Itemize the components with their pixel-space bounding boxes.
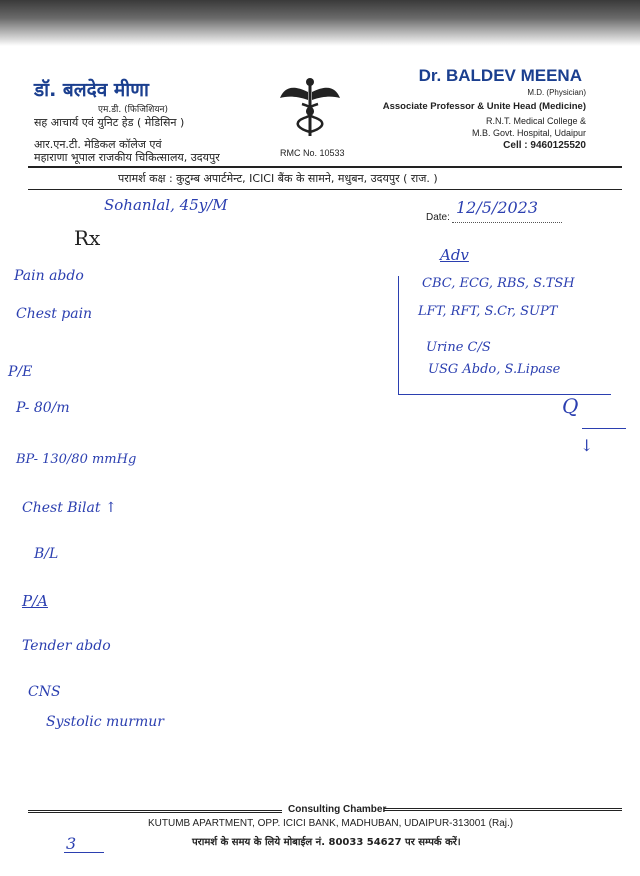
consulting-chamber-label: Consulting Chamber: [288, 804, 387, 815]
note-line: B/L: [34, 546, 59, 562]
date-line: [452, 222, 562, 223]
advice-item: CBC, ECG, RBS, S.TSH: [422, 276, 575, 291]
handwritten-mark: Q: [562, 394, 579, 418]
post-hindi: सह आचार्य एवं युनिट हेड ( मेडिसिन ): [34, 116, 185, 129]
advice-item: LFT, RFT, S.Cr, SUPT: [418, 304, 558, 319]
note-line: Systolic murmur: [46, 714, 164, 730]
advice-title: Adv: [440, 246, 469, 264]
college-english: R.N.T. Medical College &: [485, 116, 586, 126]
note-line: CNS: [28, 684, 61, 700]
footer-rule-left: [28, 810, 282, 813]
footer-address: KUTUMB APARTMENT, OPP. ICICI BANK, MADHUBAN, UDAIPUR-313001 (Raj.): [148, 818, 514, 829]
post-english: Associate Professor & Unite Head (Medicine): [382, 101, 586, 112]
caduceus-icon: [278, 74, 342, 144]
note-line: Pain abdo: [14, 268, 84, 284]
doctor-name-hindi: डॉ. बलदेव मीणा: [34, 79, 149, 101]
note-line: P- 80/m: [16, 400, 70, 416]
footer-rule-right: [384, 808, 622, 811]
note-line: Chest pain: [16, 306, 93, 322]
advice-item: USG Abdo, S.Lipase: [428, 362, 561, 377]
hospital-hindi: महाराणा भूपाल राजकीय चिकित्सालय, उदयपुर: [34, 151, 220, 164]
header-rule-top: [28, 166, 622, 168]
note-line: BP- 130/80 mmHg: [16, 452, 137, 467]
hospital-english: M.B. Govt. Hospital, Udaipur: [471, 128, 586, 138]
note-line: P/A: [22, 592, 48, 610]
consult-address-hindi: परामर्श कक्ष : कुटुम्ब अपार्टमेन्ट, ICICI बैंक के सामने, मधुबन, उदयपुर ( राज. ): [118, 172, 438, 185]
handwritten-dash: [582, 428, 626, 429]
rmc-number: RMC No. 10533: [280, 148, 345, 158]
advice-bracket: [398, 276, 611, 395]
header-rule-bottom: [28, 189, 622, 190]
note-line: Tender abdo: [22, 638, 111, 654]
scan-shadow: [0, 0, 640, 46]
rx-symbol: Rx: [74, 226, 101, 250]
college-hindi: आर.एन.टी. मेडिकल कॉलेज एवं: [34, 138, 162, 151]
advice-item: Urine C/S: [426, 340, 491, 355]
handwritten-dash: [64, 852, 104, 853]
note-line: P/E: [8, 364, 33, 380]
handwritten-mark: 3: [66, 834, 77, 853]
date-label: Date:: [426, 212, 450, 223]
note-line: Chest Bilat ↑: [22, 500, 117, 516]
date-value: 12/5/2023: [456, 198, 539, 217]
handwritten-mark: ↓: [580, 436, 594, 455]
degree-hindi: एम.डी. (फिजिशियन): [98, 105, 169, 115]
cell-number: Cell : 9460125520: [503, 140, 586, 151]
doctor-name-english: Dr. BALDEV MEENA: [418, 66, 582, 85]
footer-contact-hindi: परामर्श के समय के लिये मोबाईल नं. 80033 54627 पर सम्पर्क करें।: [192, 837, 461, 848]
degree-english: M.D. (Physician): [527, 88, 586, 97]
patient-name: Sohanlal, 45y/M: [104, 196, 228, 214]
